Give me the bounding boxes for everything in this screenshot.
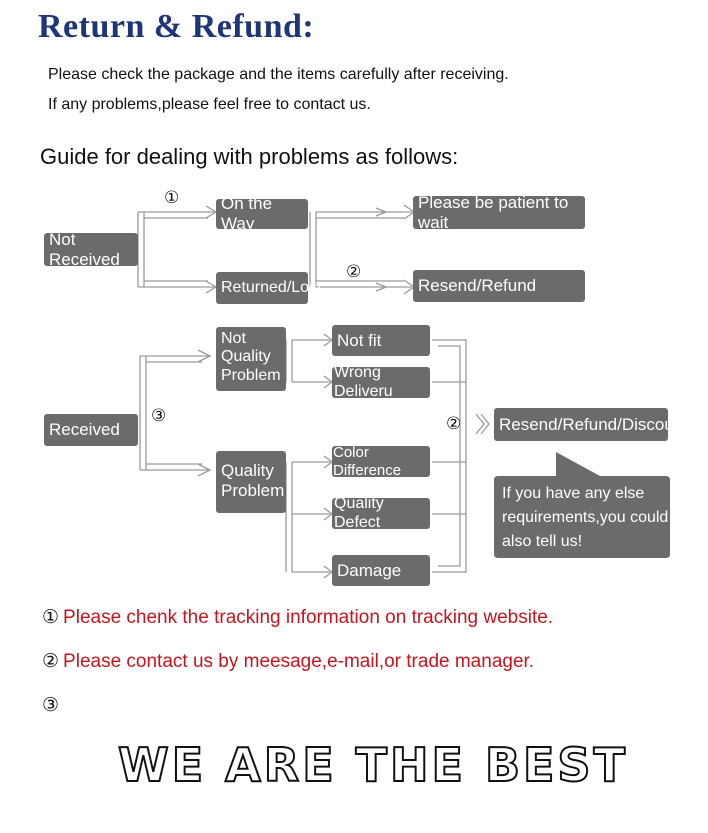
node-resend-refund-discount: Resend/Refund/Discount (494, 408, 668, 441)
node-be-patient: Please be patient to wait (413, 196, 585, 229)
node-wrong-delivery: Wrong Deliveru (332, 367, 430, 398)
note-2 (42, 650, 534, 673)
node-received: Received (44, 414, 138, 446)
intro-line-1: Please check the package and the items carefully after receiving. (48, 66, 509, 83)
node-on-the-way: On the Way (216, 199, 308, 229)
page-title: Return & Refund: (38, 8, 315, 45)
marker-2-received: ② (446, 414, 462, 433)
marker-1: ① (164, 188, 180, 207)
note-1-marker: ① (42, 607, 60, 628)
node-resend-refund: Resend/Refund (413, 270, 585, 302)
node-not-quality-problem: Not Quality Problem (216, 327, 286, 391)
guide-heading: Guide for dealing with problems as follows: (40, 144, 459, 169)
note-3 (42, 694, 63, 717)
note-2-text: Please contact us by meesage,e-mail,or trade manager. (63, 651, 535, 672)
marker-2-top: ② (346, 262, 362, 281)
slogan: WE ARE THE BEST (118, 738, 628, 792)
note-3-marker: ③ (42, 695, 60, 716)
node-not-fit: Not fit (332, 325, 430, 356)
node-quality-defect: Quality Defect (332, 498, 430, 529)
marker-3: ③ (151, 406, 167, 425)
note-1 (42, 606, 553, 629)
node-not-received: Not Received (44, 233, 138, 266)
intro-line-2: If any problems,please feel free to contact us. (48, 96, 371, 113)
node-damage: Damage (332, 555, 430, 586)
note-2-marker: ② (42, 651, 60, 672)
bubble-text: If you have any else requirements,you could also tell us! (502, 485, 669, 550)
node-quality-problem: Quality Problem (216, 451, 286, 513)
note-1-text: Please chenk the tracking information on tracking website. (63, 607, 554, 628)
node-color-difference: Color Difference (332, 446, 430, 477)
node-returned-lost: Returned/Lost (216, 272, 308, 304)
